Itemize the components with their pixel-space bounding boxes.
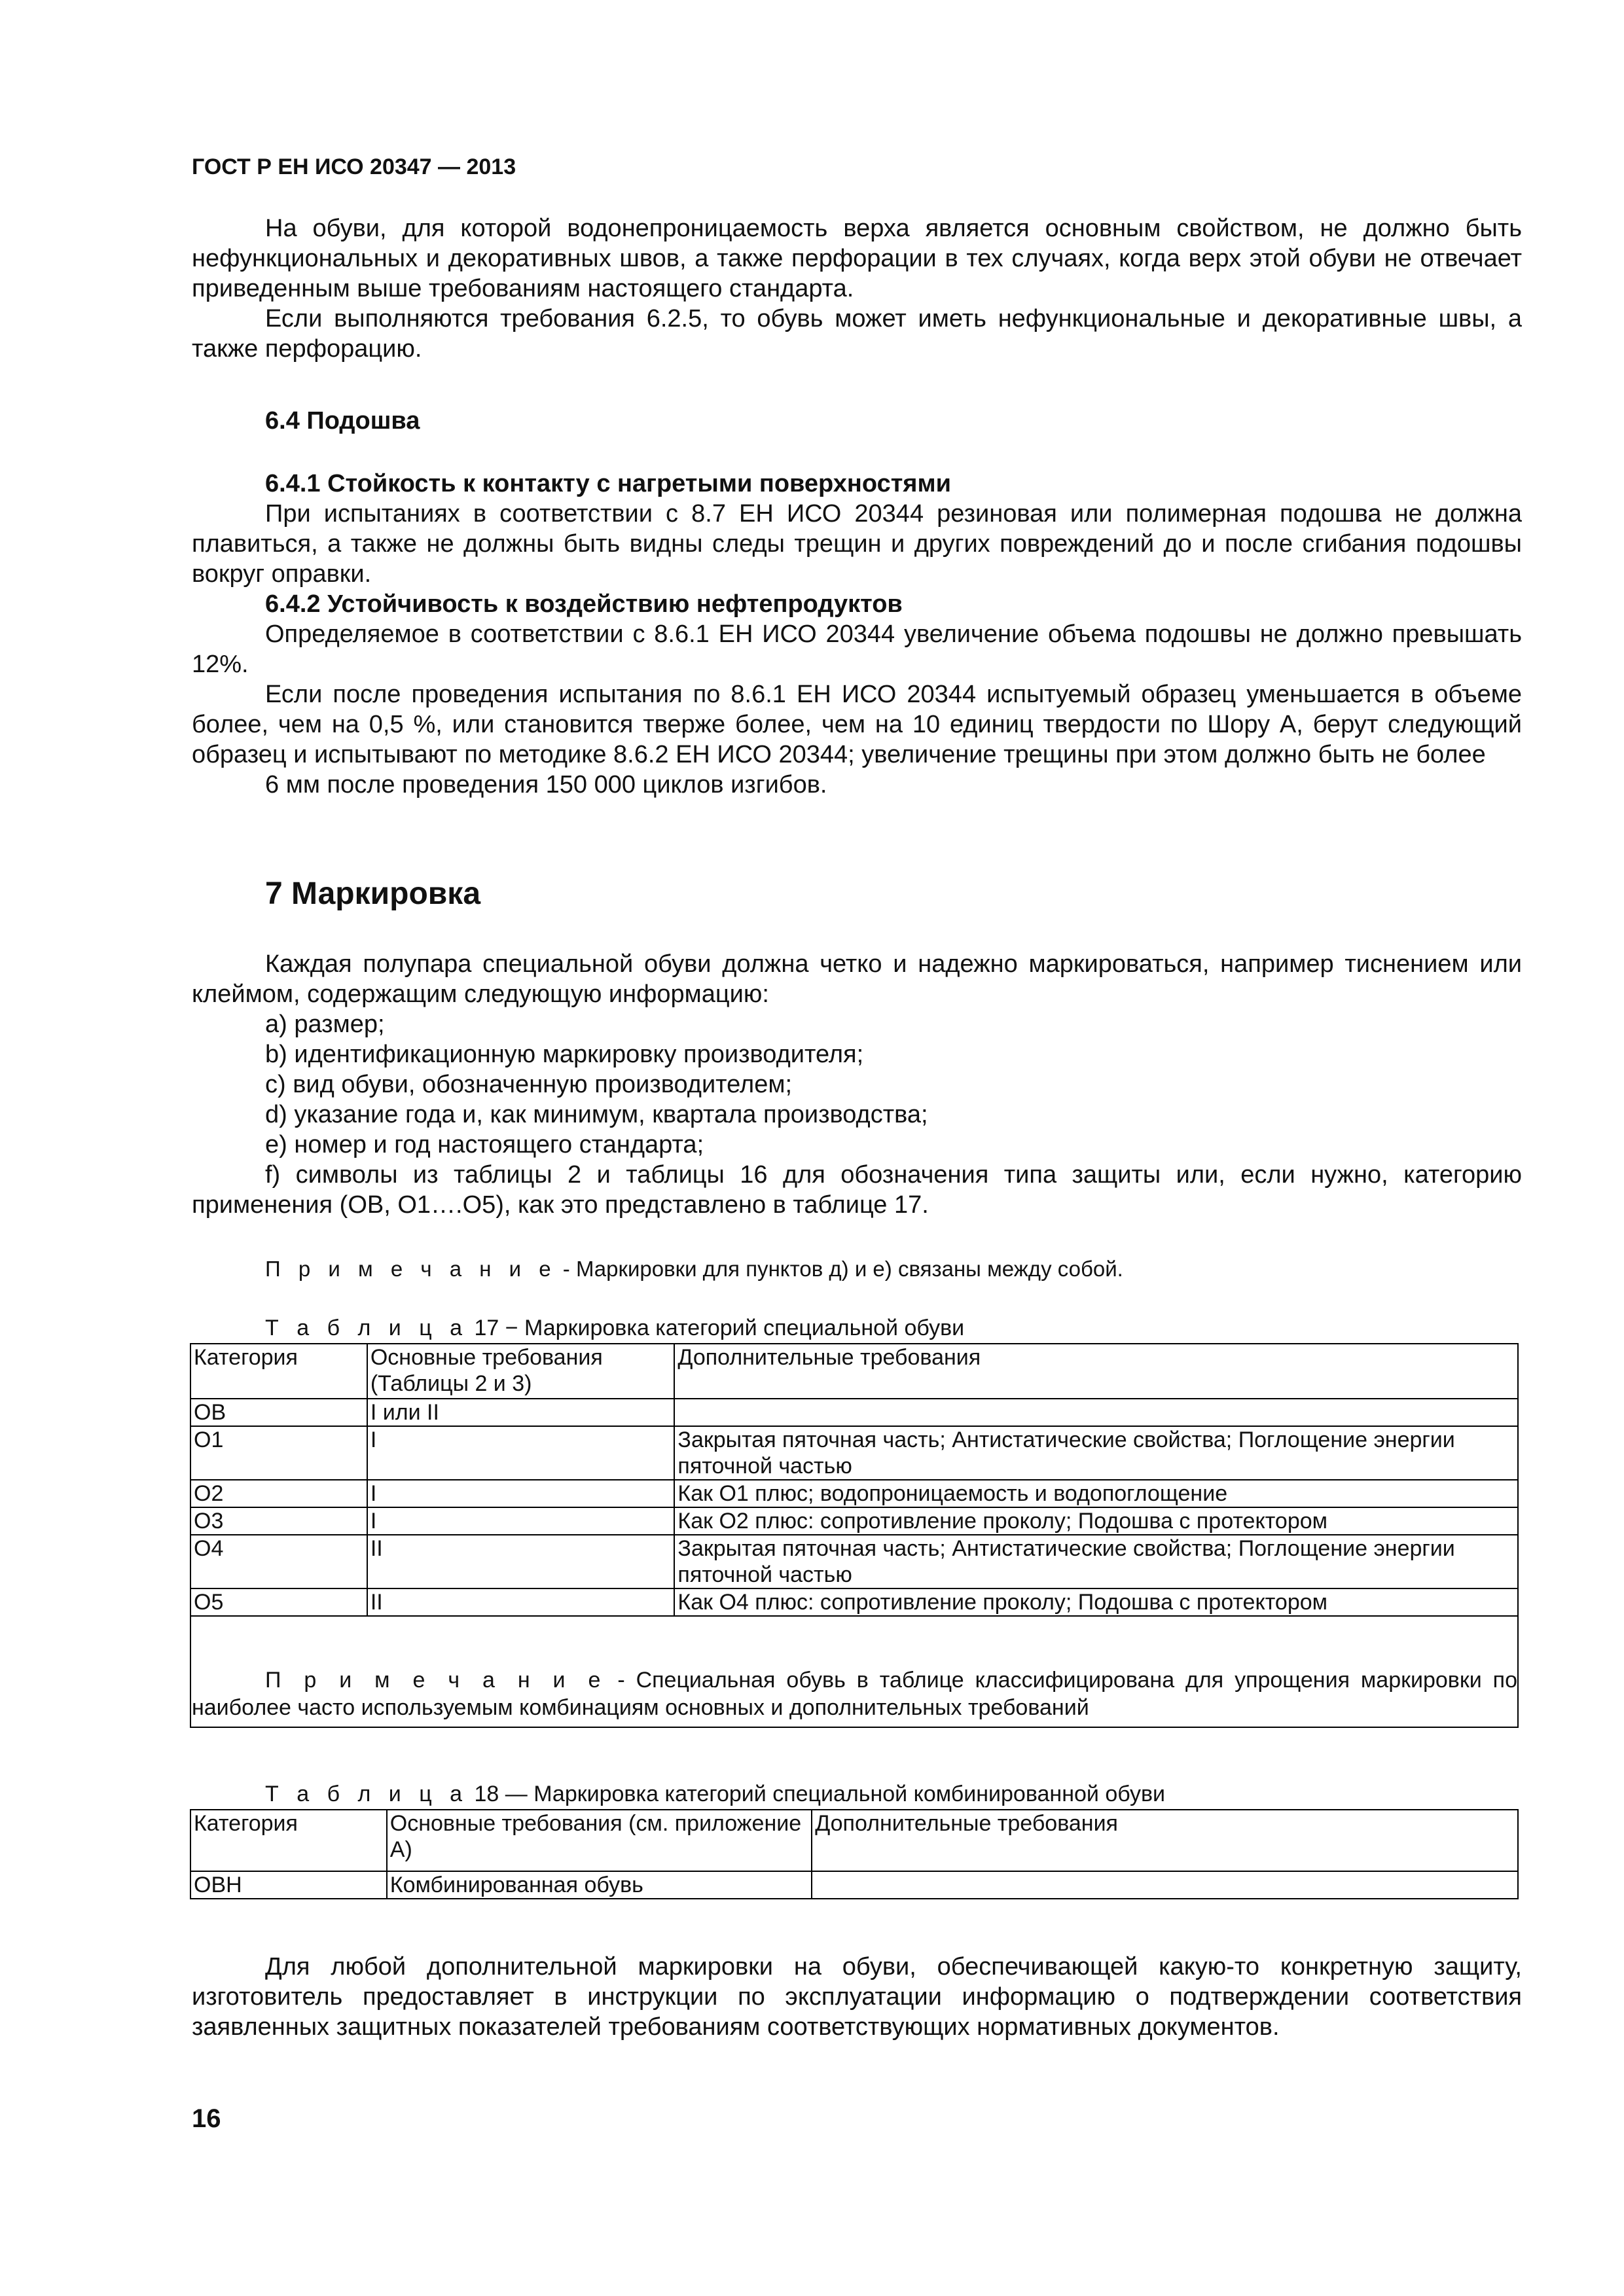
note-text: - Специальная обувь в таблице классифицирована для упрощения маркировки по наиболее часто используемым комбинациям основных и дополнительных требований bbox=[192, 1668, 1517, 1720]
header-cell: Основные требования (Таблицы 2 и 3) bbox=[367, 1344, 675, 1399]
caption-label: Т а б л и ц а bbox=[265, 1782, 469, 1806]
note-label: П р и м е ч а н и е bbox=[265, 1668, 607, 1693]
final-block bbox=[192, 1952, 1522, 2042]
list-item: f) символы из таблицы 2 и таблицы 16 для обозначения типа защиты или, если нужно, категорию применения (OB, O1….O5), как это представлено в таблице 17. bbox=[192, 1161, 1522, 1219]
table-header-row bbox=[190, 1810, 1518, 1871]
table-cell: I bbox=[367, 1426, 675, 1480]
table-17-caption bbox=[265, 1316, 964, 1341]
section-heading-7: 7 Маркировка bbox=[265, 876, 481, 911]
table-cell: O5 bbox=[190, 1588, 367, 1616]
table-cell: O1 bbox=[190, 1426, 367, 1480]
table-row bbox=[190, 1480, 1518, 1507]
header-cell: Дополнительные требования bbox=[812, 1810, 1518, 1871]
table-cell: I или II bbox=[367, 1399, 675, 1426]
page-number: 16 bbox=[192, 2104, 221, 2133]
list-item: a) размер; bbox=[265, 1011, 385, 1038]
paragraph: Каждая полупара специальной обуви должна четко и надежно маркироваться, например тиснением или клеймом, содержащим следующую информацию: bbox=[192, 950, 1522, 1008]
table-cell: Как O1 плюс; водопроницаемость и водопоглощение bbox=[674, 1480, 1518, 1507]
table-header-row bbox=[190, 1344, 1518, 1399]
table-row bbox=[190, 1871, 1518, 1899]
list-item: b) идентификационную маркировку производителя; bbox=[265, 1041, 864, 1068]
table-cell: Закрытая пяточная часть; Антистатические свойства; Поглощение энергии пяточной частью bbox=[674, 1535, 1518, 1588]
header-cell: Основные требования (см. приложение А) bbox=[387, 1810, 812, 1871]
paragraph: Для любой дополнительной маркировки на обуви, обеспечивающей какую-то конкретную защиту, изготовитель предоставляет в инструкции по эксплуатации информацию о подтверждении соответствия заявленных защитных показателей требованиям соответствующих нормативных документов. bbox=[192, 1953, 1522, 2041]
table-row bbox=[190, 1588, 1518, 1616]
caption-text: 18 — Маркировка категорий специальной комбинированной обуви bbox=[468, 1782, 1166, 1806]
table-cell: O2 bbox=[190, 1480, 367, 1507]
header-cell: Категория bbox=[190, 1344, 367, 1399]
table-18 bbox=[190, 1809, 1519, 1899]
table-cell: Как O4 плюс: сопротивление проколу; Подошва с протектором bbox=[674, 1588, 1518, 1616]
paragraph: Если выполняются требования 6.2.5, то обувь может иметь нефункциональные и декоративные швы, а также перфорацию. bbox=[192, 305, 1522, 363]
paragraph: На обуви, для которой водонепроницаемость верха является основным свойством, не должно быть нефункциональных и декоративных швов, а также перфорации в тех случаях, когда верх этой обуви не отвечает приведенным выше требованиям настоящего стандарта. bbox=[192, 215, 1522, 302]
subsection-heading: 6.4.2 Устойчивость к воздействию нефтепродуктов bbox=[265, 590, 903, 618]
table-cell bbox=[812, 1871, 1518, 1899]
marking-block bbox=[192, 949, 1522, 1220]
table-row bbox=[190, 1507, 1518, 1535]
section-heading-6-4: 6.4 Подошва bbox=[265, 407, 420, 435]
list-item: c) вид обуви, обозначенную производителем; bbox=[265, 1071, 793, 1098]
subsection-heading: 6.4.1 Стойкость к контакту с нагретыми поверхностями bbox=[265, 470, 951, 497]
document-header: ГОСТ Р ЕН ИСО 20347 — 2013 bbox=[192, 154, 516, 179]
table-cell: OB bbox=[190, 1399, 367, 1426]
paragraph: При испытаниях в соответствии с 8.7 ЕН ИСО 20344 резиновая или полимерная подошва не должна плавиться, а также не должны быть видны следы трещин и других повреждений до и после сгибания подошвы вокруг оправки. bbox=[192, 500, 1522, 588]
table-cell: II bbox=[367, 1535, 675, 1588]
table-cell: II bbox=[367, 1588, 675, 1616]
table-cell: O4 bbox=[190, 1535, 367, 1588]
table-row bbox=[190, 1535, 1518, 1588]
table-cell: O3 bbox=[190, 1507, 367, 1535]
table-cell: I bbox=[367, 1507, 675, 1535]
note-label: П р и м е ч а н и е bbox=[265, 1257, 557, 1281]
table-cell: I bbox=[367, 1480, 675, 1507]
table-row bbox=[190, 1399, 1518, 1426]
table-cell: OBH bbox=[190, 1871, 387, 1899]
paragraph: Определяемое в соответствии с 8.6.1 ЕН ИСО 20344 увеличение объема подошвы не должно превышать 12%. bbox=[192, 620, 1522, 678]
table-cell: Закрытая пяточная часть; Антистатические свойства; Поглощение энергии пяточной частью bbox=[674, 1426, 1518, 1480]
paragraph: Если после проведения испытания по 8.6.1 ЕН ИСО 20344 испытуемый образец уменьшается в объеме более, чем на 0,5 %, или становится тверже более, чем на 10 единиц твердости по Шору А, берут следующий образец и испытывают по методике 8.6.2 ЕН ИСО 20344; увеличение трещины при этом должно быть не более bbox=[192, 681, 1522, 768]
table-row bbox=[190, 1426, 1518, 1480]
intro-block bbox=[192, 213, 1522, 364]
table-18-caption bbox=[265, 1782, 1165, 1807]
table-cell bbox=[674, 1399, 1518, 1426]
header-cell: Дополнительные требования bbox=[674, 1344, 1518, 1399]
caption-label: Т а б л и ц а bbox=[265, 1316, 469, 1340]
table-cell: Комбинированная обувь bbox=[387, 1871, 812, 1899]
note-text: - Маркировки для пунктов д) и е) связаны между собой. bbox=[556, 1257, 1123, 1281]
list-item: e) номер и год настоящего стандарта; bbox=[265, 1131, 704, 1158]
header-cell: Категория bbox=[190, 1810, 387, 1871]
caption-text: 17 − Маркировка категорий специальной обуви bbox=[468, 1316, 965, 1340]
list-item: d) указание года и, как минимум, квартала производства; bbox=[265, 1101, 928, 1128]
paragraph: 6 мм после проведения 150 000 циклов изгибов. bbox=[265, 771, 827, 798]
section-6-4-block bbox=[192, 469, 1522, 800]
note bbox=[265, 1257, 1123, 1282]
table-cell: Как O2 плюс: сопротивление проколу; Подошва с протектором bbox=[674, 1507, 1518, 1535]
table-17-note bbox=[192, 1666, 1517, 1721]
